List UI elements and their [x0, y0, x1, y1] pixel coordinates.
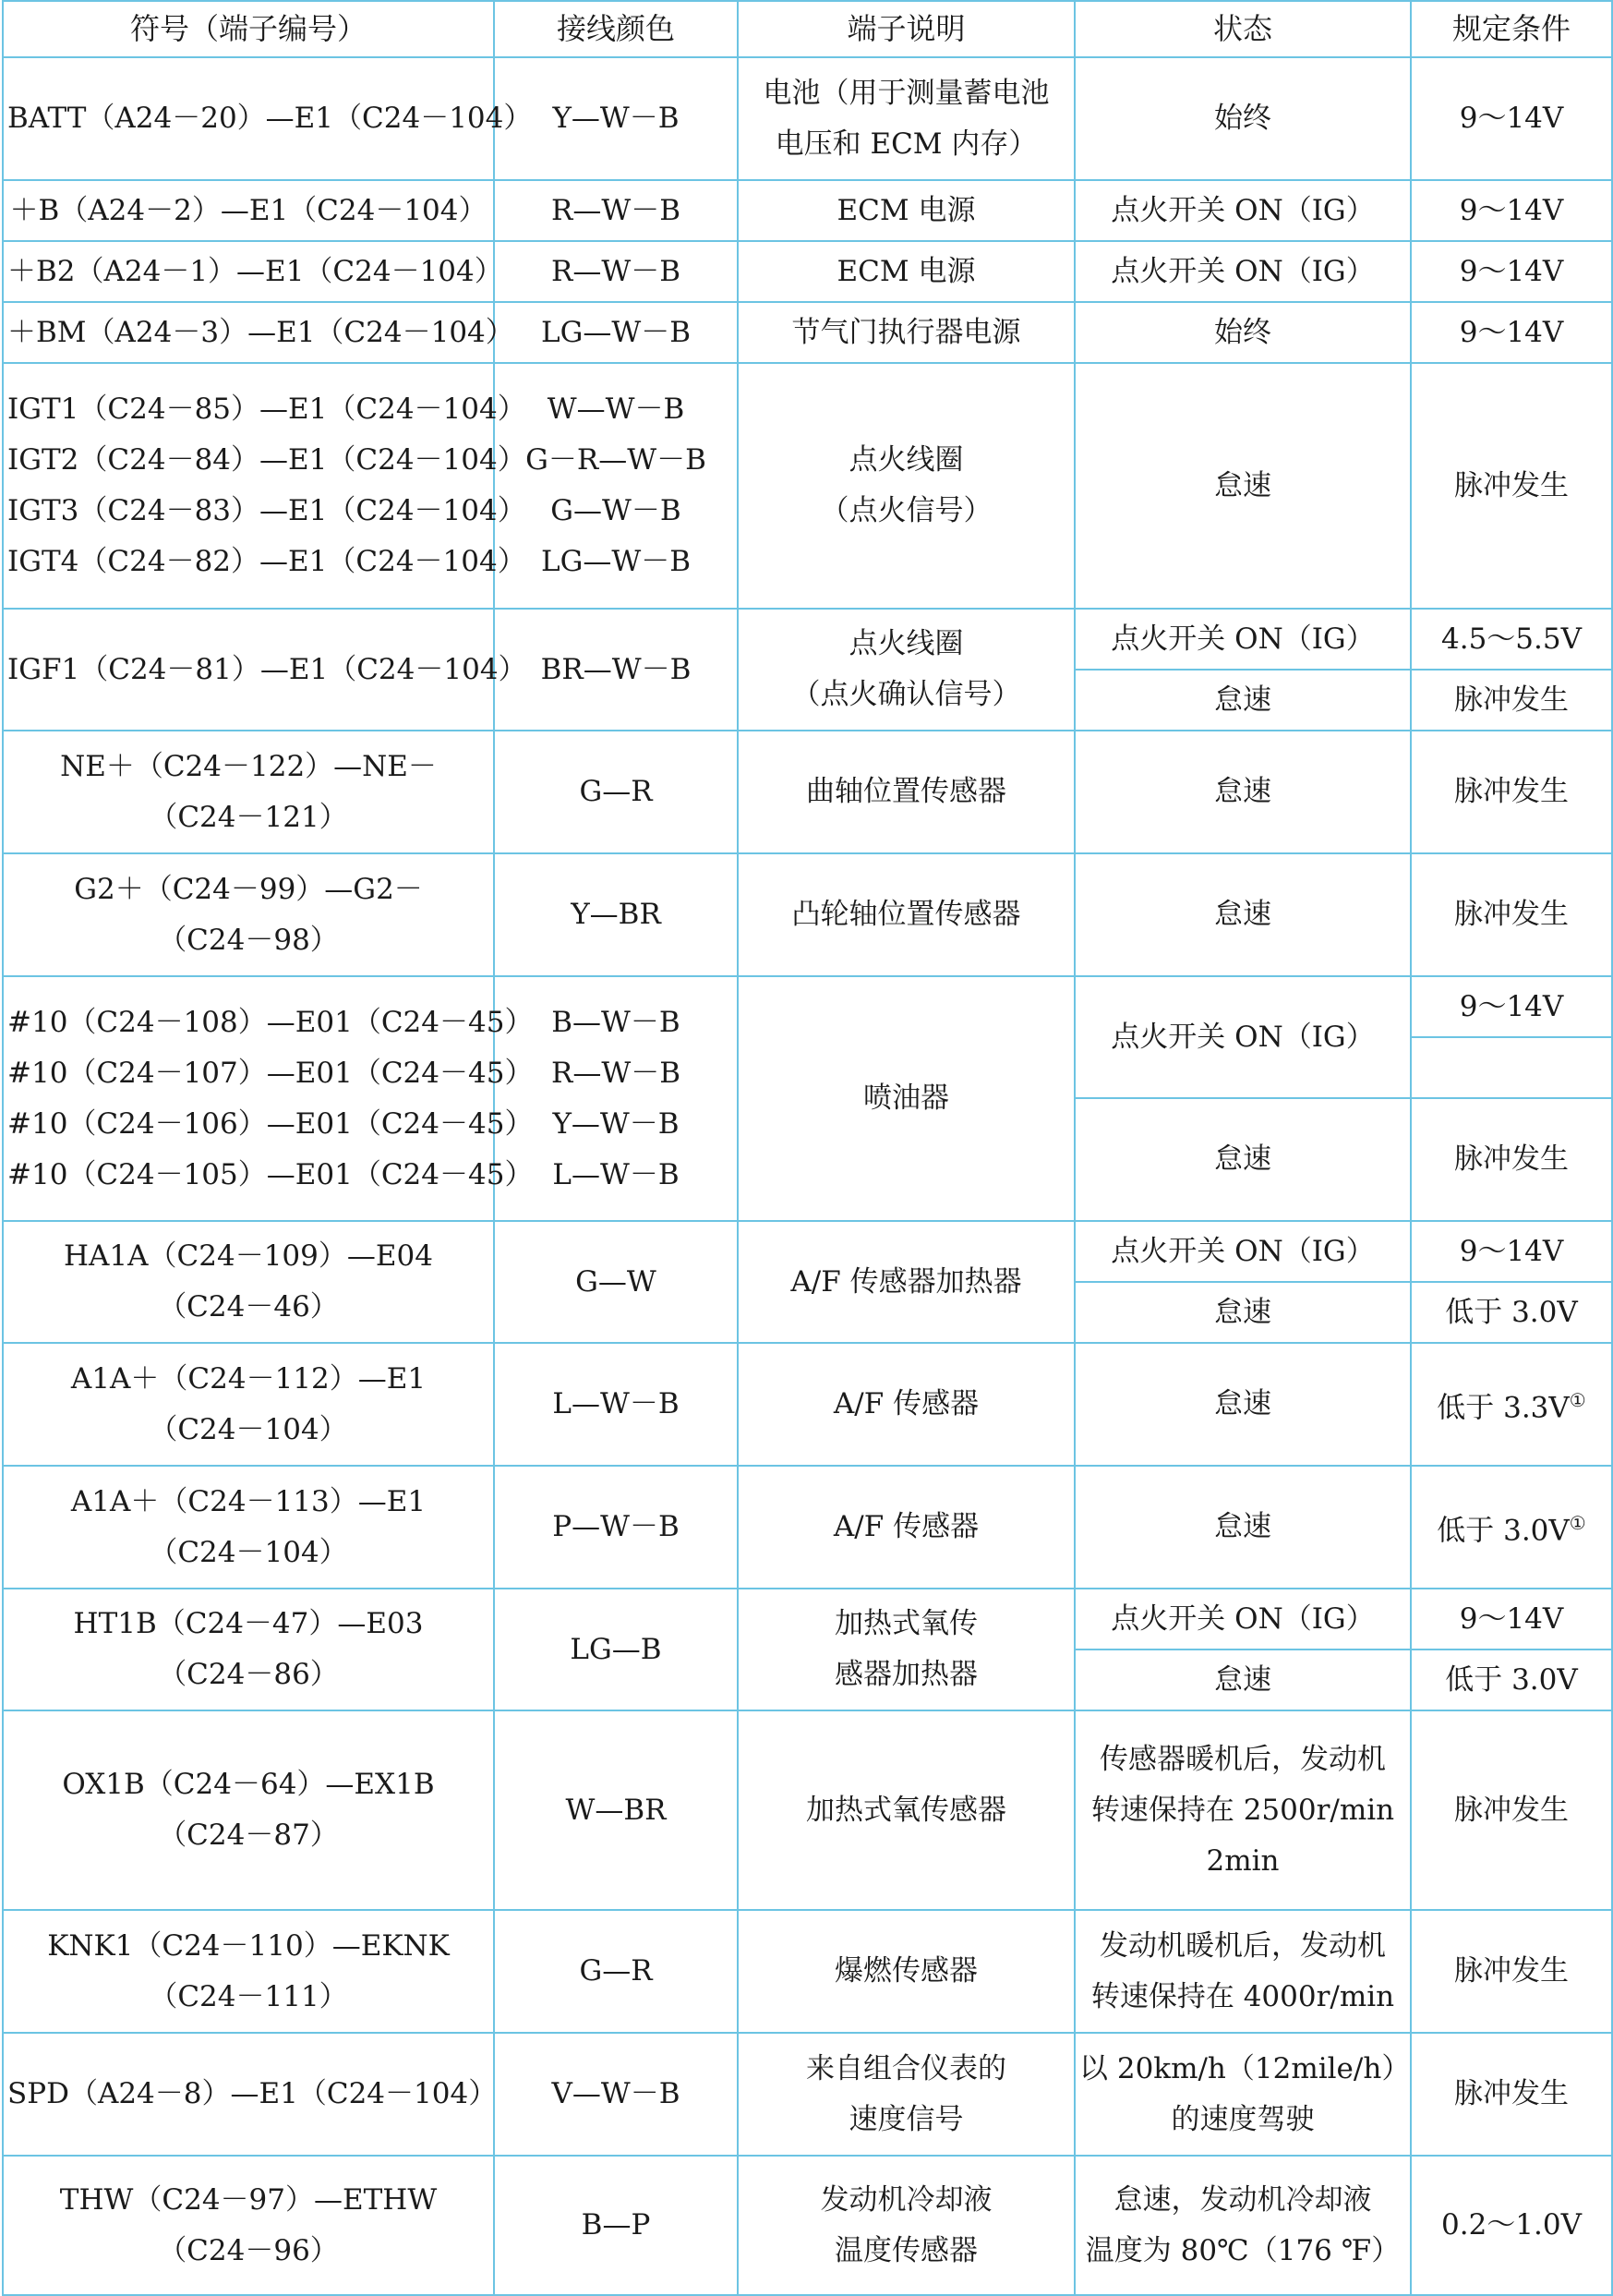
cell-cond: 9～14V: [1411, 302, 1612, 363]
cell-symbol: OX1B（C24－64）—EX1B （C24－87）: [3, 1710, 494, 1910]
cell-state: 始终: [1075, 302, 1411, 363]
cell-state: 始终: [1075, 57, 1411, 180]
table-row-spd: [3, 2033, 1612, 2156]
cell-state: 怠速: [1075, 1098, 1411, 1221]
header-symbol: 符号（端子编号）: [3, 1, 494, 57]
cell-desc: 点火线圈 （点火确认信号）: [738, 609, 1075, 731]
cell-cond: 脉冲发生: [1411, 853, 1612, 976]
cell-symbol: HA1A（C24－109）—E04 （C24－46）: [3, 1221, 494, 1343]
footnote-mark: ①: [1569, 1511, 1586, 1534]
header-spec-condition: 规定条件: [1411, 1, 1612, 57]
cell-state: 怠速: [1075, 670, 1411, 731]
table-row-igf: [3, 609, 1612, 670]
cell-desc: ECM 电源: [738, 241, 1075, 302]
cell-cond: 9～14V: [1411, 241, 1612, 302]
cell-color: B—W－B R—W－B Y—W－B L—W－B: [494, 976, 738, 1221]
cell-color: LG—W－B: [494, 302, 738, 363]
cell-state: 怠速，发动机冷却液 温度为 80℃（176 ℉）: [1075, 2156, 1411, 2295]
cell-state: 以 20km/h（12mile/h） 的速度驾驶: [1075, 2033, 1411, 2156]
table-row-ht1b: [3, 1589, 1612, 1649]
table-row-igt: [3, 363, 1612, 609]
footnote-mark: ①: [1569, 1388, 1586, 1411]
cell-cond: 9～14V: [1411, 976, 1612, 1037]
cell-color: LG—B: [494, 1589, 738, 1710]
cell-symbol: HT1B（C24－47）—E03 （C24－86）: [3, 1589, 494, 1710]
cell-cond: 9～14V: [1411, 57, 1612, 180]
cell-symbol: SPD（A24－8）—E1（C24－104）: [3, 2033, 494, 2156]
cell-desc: 电池（用于测量蓄电池 电压和 ECM 内存）: [738, 57, 1075, 180]
cell-symbol: A1A＋（C24－112）—E1 （C24－104）: [3, 1343, 494, 1466]
cell-desc: A/F 传感器加热器: [738, 1221, 1075, 1343]
cell-symbol: BATT（A24－20）—E1（C24－104）: [3, 57, 494, 180]
cell-symbol: G2＋（C24－99）—G2－ （C24－98）: [3, 853, 494, 976]
table-row-thw: [3, 2156, 1612, 2295]
cell-color: G—R: [494, 731, 738, 853]
cell-color: BR—W－B: [494, 609, 738, 731]
cell-state: 怠速: [1075, 363, 1411, 609]
header-terminal-desc: 端子说明: [738, 1, 1075, 57]
cell-cond: 脉冲发生: [1411, 363, 1612, 609]
cell-cond: 低于 3.0V①: [1411, 1466, 1612, 1589]
cell-state: 发动机暖机后，发动机 转速保持在 4000r/min: [1075, 1910, 1411, 2033]
cell-color: V—W－B: [494, 2033, 738, 2156]
cell-color: W—BR: [494, 1710, 738, 1910]
cell-state: 点火开关 ON（IG）: [1075, 180, 1411, 241]
table-row-b2: [3, 241, 1612, 302]
cell-cond: 9～14V: [1411, 1221, 1612, 1282]
cell-desc: 凸轮轴位置传感器: [738, 853, 1075, 976]
cell-state: 点火开关 ON（IG）: [1075, 976, 1411, 1098]
cell-color: Y—W－B: [494, 57, 738, 180]
cell-color: B—P: [494, 2156, 738, 2295]
cell-cond: 9～14V: [1411, 1589, 1612, 1649]
table-row-ne: [3, 731, 1612, 853]
cell-cond: 4.5～5.5V: [1411, 609, 1612, 670]
cell-state: 传感器暖机后，发动机 转速保持在 2500r/min 2min: [1075, 1710, 1411, 1910]
cell-color: W—W－B G－R—W－B G—W－B LG—W－B: [494, 363, 738, 609]
header-row: [3, 1, 1612, 57]
cell-symbol: ＋BM（A24－3）—E1（C24－104）: [3, 302, 494, 363]
cell-desc: 节气门执行器电源: [738, 302, 1075, 363]
cell-color: G—W: [494, 1221, 738, 1343]
cell-symbol: ＋B2（A24－1）—E1（C24－104）: [3, 241, 494, 302]
cell-state: 怠速: [1075, 1466, 1411, 1589]
cell-desc: 点火线圈 （点火信号）: [738, 363, 1075, 609]
cell-symbol: A1A＋（C24－113）—E1 （C24－104）: [3, 1466, 494, 1589]
cell-desc: 加热式氧传 感器加热器: [738, 1589, 1075, 1710]
cell-cond: 0.2～1.0V: [1411, 2156, 1612, 2295]
cell-color: Y—BR: [494, 853, 738, 976]
table-row-batt: [3, 57, 1612, 180]
cell-desc: 来自组合仪表的 速度信号: [738, 2033, 1075, 2156]
table-row-g2: [3, 853, 1612, 976]
cell-color: G—R: [494, 1910, 738, 2033]
cell-color: R—W－B: [494, 180, 738, 241]
cell-cond: 低于 3.3V①: [1411, 1343, 1612, 1466]
cell-state: 点火开关 ON（IG）: [1075, 609, 1411, 670]
cell-color: R—W－B: [494, 241, 738, 302]
cell-symbol: KNK1（C24－110）—EKNK （C24－111）: [3, 1910, 494, 2033]
cell-state: 怠速: [1075, 853, 1411, 976]
header-wire-color: 接线颜色: [494, 1, 738, 57]
table-row-ox1b: [3, 1710, 1612, 1910]
cell-cond: 脉冲发生: [1411, 1910, 1612, 2033]
cell-state: 怠速: [1075, 1282, 1411, 1343]
table-row-a1a-113: [3, 1466, 1612, 1589]
table-row-injector: [3, 976, 1612, 1037]
cell-desc: 爆燃传感器: [738, 1910, 1075, 2033]
cell-state: 点火开关 ON（IG）: [1075, 1589, 1411, 1649]
cell-symbol: ＋B（A24－2）—E1（C24－104）: [3, 180, 494, 241]
cell-state: 怠速: [1075, 731, 1411, 853]
table-row-ha1a: [3, 1221, 1612, 1282]
cell-state: 点火开关 ON（IG）: [1075, 1221, 1411, 1282]
table-row-bm: [3, 302, 1612, 363]
cell-cond: 脉冲发生: [1411, 1710, 1612, 1910]
cell-desc: ECM 电源: [738, 180, 1075, 241]
cell-state: 怠速: [1075, 1343, 1411, 1466]
cell-cond-empty: [1411, 1037, 1612, 1098]
cell-symbol: #10（C24－108）—E01（C24－45） #10（C24－107）—E01（C24－45） #10（C24－106）—E01（C24－45） #10（C24－105）—E01（C24－45）: [3, 976, 494, 1221]
cell-symbol: IGT1（C24－85）—E1（C24－104） IGT2（C24－84）—E1（C24－104） IGT3（C24－83）—E1（C24－104） IGT4（C24－82）—E1（C24－104）: [3, 363, 494, 609]
cell-desc: 曲轴位置传感器: [738, 731, 1075, 853]
cell-cond: 低于 3.0V: [1411, 1282, 1612, 1343]
header-state: 状态: [1075, 1, 1411, 57]
cell-cond: 脉冲发生: [1411, 1098, 1612, 1221]
cell-desc: 加热式氧传感器: [738, 1710, 1075, 1910]
cell-desc: 喷油器: [738, 976, 1075, 1221]
cell-state: 点火开关 ON（IG）: [1075, 241, 1411, 302]
cell-state: 怠速: [1075, 1649, 1411, 1710]
table-row-a1a-112: [3, 1343, 1612, 1466]
cell-cond: 低于 3.0V: [1411, 1649, 1612, 1710]
cell-desc: A/F 传感器: [738, 1343, 1075, 1466]
cell-desc: 发动机冷却液 温度传感器: [738, 2156, 1075, 2295]
cell-cond: 脉冲发生: [1411, 670, 1612, 731]
table-row-knk1: [3, 1910, 1612, 2033]
ecm-terminal-table: [2, 0, 1613, 2296]
cell-desc: A/F 传感器: [738, 1466, 1075, 1589]
cell-cond: 脉冲发生: [1411, 2033, 1612, 2156]
cell-symbol: IGF1（C24－81）—E1（C24－104）: [3, 609, 494, 731]
cell-color: L—W－B: [494, 1343, 738, 1466]
cell-color: P—W－B: [494, 1466, 738, 1589]
table-row-b: [3, 180, 1612, 241]
cell-symbol: THW（C24－97）—ETHW （C24－96）: [3, 2156, 494, 2295]
cell-cond: 脉冲发生: [1411, 731, 1612, 853]
cell-cond: 9～14V: [1411, 180, 1612, 241]
cell-symbol: NE＋（C24－122）—NE－ （C24－121）: [3, 731, 494, 853]
